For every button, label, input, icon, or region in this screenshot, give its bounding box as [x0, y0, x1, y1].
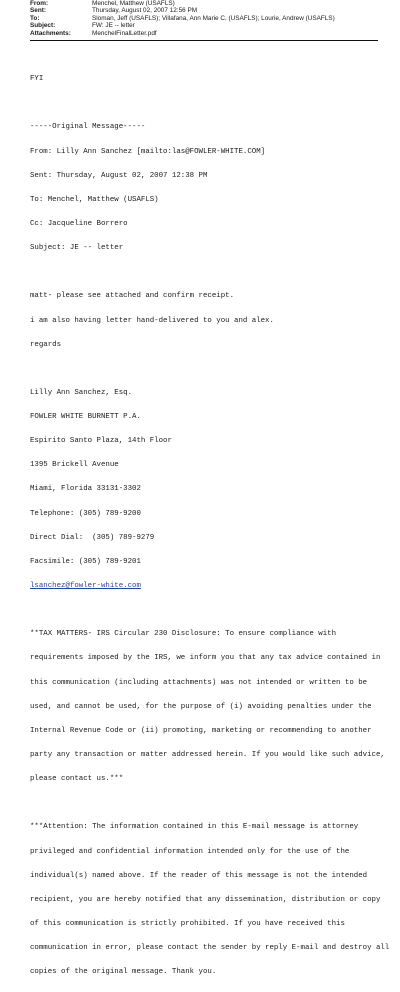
blank-line [30, 365, 382, 373]
attention-notice-line: communication in error, please contact the sender by reply E-mail and destroy all [30, 944, 390, 953]
tax-disclosure-line: requirements imposed by the IRS, we inform you that any tax advice contained in [30, 654, 381, 663]
attention-notice-line: recipient, you are hereby notified that any dissemination, distribution or copy [30, 895, 381, 904]
original-cc-line: Cc: Jacqueline Borrero [30, 219, 128, 228]
original-message-marker: -----Original Message----- [30, 123, 146, 132]
message-line: regards [30, 340, 62, 349]
blank-line [30, 99, 382, 107]
header-attachments-row [30, 30, 390, 37]
header-divider [30, 40, 378, 41]
attention-notice-line: individual(s) named above. If the reader of this message is not the intended [30, 871, 368, 880]
blank-line [30, 268, 382, 276]
email-header [30, 0, 390, 37]
header-sent-value: Thursday, August 02, 2007 12:56 PM [92, 7, 198, 15]
message-line: matt- please see attached and confirm receipt. [30, 292, 235, 301]
signature-address-2: 1395 Brickell Avenue [30, 461, 119, 470]
header-from-value: Menchel, Matthew (USAFLS) [92, 0, 175, 7]
attention-notice-line: privileged and confidential information intended only for the use of the [30, 847, 350, 856]
tax-disclosure-line: please contact us.*** [30, 775, 124, 784]
tax-disclosure-line: used, and cannot be used, for the purpose of (i) avoiding penalties under the [30, 702, 372, 711]
signature-facsimile: Facsimile: (305) 789-9201 [30, 557, 141, 566]
signature-address-1: Espirito Santo Plaza, 14th Floor [30, 437, 172, 446]
signature-email-link[interactable]: lsanchez@fowler-white.com [30, 582, 141, 591]
signature-direct-dial: Direct Dial: (305) 789-9279 [30, 533, 155, 542]
header-sent-row [30, 7, 390, 14]
blank-line [30, 606, 382, 614]
tax-disclosure-line: party any transaction or matter addressed herein. If you would like such advice, [30, 751, 385, 760]
original-to-line: To: Menchel, Matthew (USAFLS) [30, 195, 159, 204]
header-attachments-value: MenchelFinalLetter.pdf [92, 29, 157, 37]
original-subject-line: Subject: JE -- letter [30, 244, 124, 253]
header-subject-row [30, 22, 390, 29]
header-to-row [30, 15, 390, 22]
blank-line [30, 799, 382, 807]
signature-firm: FOWLER WHITE BURNETT P.A. [30, 413, 141, 422]
header-from-label: From: [30, 0, 49, 7]
signature-address-3: Miami, Florida 33131-3302 [30, 485, 141, 494]
tax-disclosure-line: this communication (including attachments) was not intended or written to be [30, 678, 368, 687]
header-to-label: To: [30, 14, 40, 22]
original-from-line: From: Lilly Ann Sanchez [mailto:las@FOWLER-WHITE.COM] [30, 147, 266, 156]
header-to-value: Sloman, Jeff (USAFLS); Villafana, Ann Marie C. (USAFLS); Lourie, Andrew (USAFLS) [92, 14, 335, 22]
header-sent-label: Sent: [30, 7, 46, 15]
header-from-row [30, 0, 390, 7]
header-subject-label: Subject: [30, 22, 56, 30]
tax-disclosure-line: Internal Revenue Code or (ii) promoting, marketing or recommending to another [30, 726, 372, 735]
signature-name: Lilly Ann Sanchez, Esq. [30, 388, 133, 397]
message-line: i am also having letter hand-delivered to you and alex. [30, 316, 274, 325]
header-subject-value: FW: JE -- letter [92, 22, 135, 30]
attention-notice-line: copies of the original message. Thank you. [30, 968, 217, 977]
attention-notice-line: ***Attention: The information contained in this E-mail message is attorney [30, 823, 359, 832]
attention-notice-line: of this communication is strictly prohibited. If you have received this [30, 920, 345, 929]
tax-disclosure-line: **TAX MATTERS- IRS Circular 230 Disclosure: To ensure compliance with [30, 630, 337, 639]
signature-telephone: Telephone: (305) 789-9200 [30, 509, 141, 518]
email-body [30, 59, 390, 992]
fyi-line: FYI [30, 75, 44, 84]
header-attachments-label: Attachments: [30, 29, 71, 37]
original-sent-line: Sent: Thursday, August 02, 2007 12:38 PM [30, 171, 208, 180]
